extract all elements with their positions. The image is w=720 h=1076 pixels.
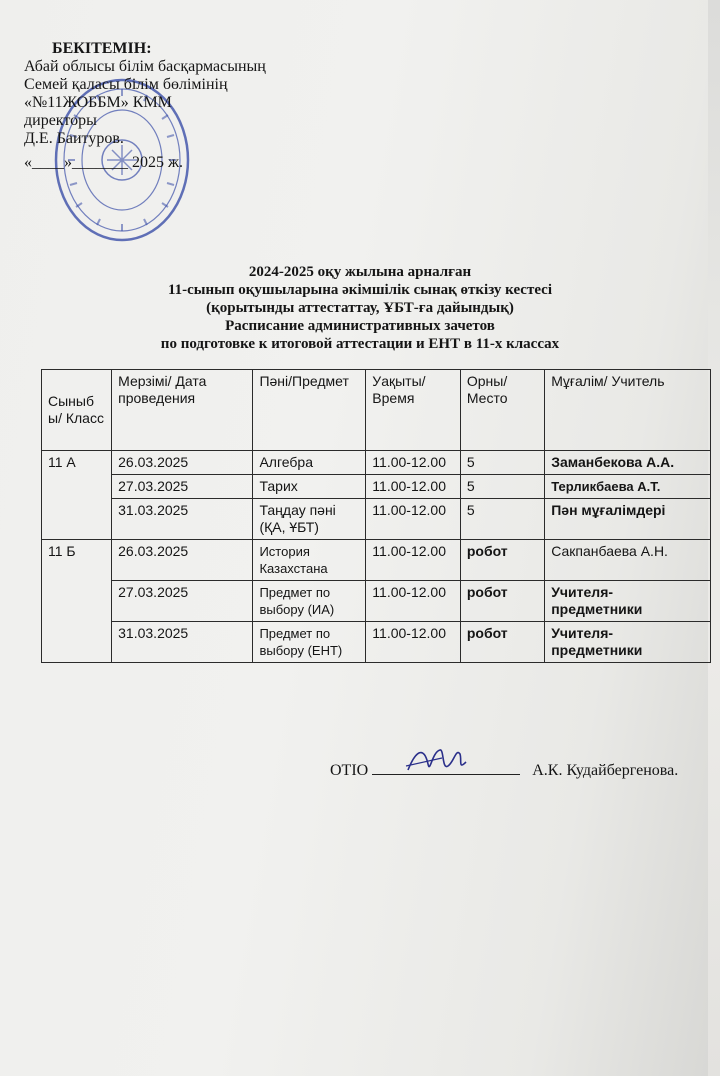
date-cell: 26.03.2025 [112, 540, 253, 581]
signer-name: А.К. Кудайбергенова. [532, 762, 679, 779]
place-cell: робот [460, 581, 544, 622]
time-cell: 11.00-12.00 [366, 451, 461, 475]
time-cell: 11.00-12.00 [366, 622, 461, 663]
signature-line [330, 760, 678, 780]
table-row [42, 540, 711, 581]
approval-line: «№11ЖОББМ» КММ [24, 94, 172, 111]
date-cell: 26.03.2025 [112, 451, 253, 475]
time-cell: 11.00-12.00 [366, 540, 461, 581]
handwritten-signature [402, 740, 472, 780]
title-line: 2024-2025 оқу жылына арналған [248, 264, 472, 280]
place-cell: 5 [460, 451, 544, 475]
teacher-cell: Сакпанбаева А.Н. [545, 540, 711, 581]
subject-cell: История Казахстана [253, 540, 366, 581]
place-cell: 5 [460, 475, 544, 499]
subject-cell: Тарих [253, 475, 366, 499]
approval-heading: БЕКІТЕМІН: [52, 40, 152, 57]
class-cell: 11 А [42, 451, 112, 540]
header-date: Мерзімі/ Дата проведения [112, 370, 253, 451]
subject-cell: Предмет по выбору (ЕНТ) [253, 622, 366, 663]
document-title [0, 263, 720, 353]
header-place: Орны/ Место [460, 370, 544, 451]
teacher-cell: Пән мұғалімдері [545, 499, 711, 540]
table-row [42, 451, 711, 475]
table-row [42, 622, 711, 663]
teacher-cell: Учителя-предметники [545, 622, 711, 663]
table-row [42, 475, 711, 499]
time-cell: 11.00-12.00 [366, 475, 461, 499]
teacher-cell: Учителя-предметники [545, 581, 711, 622]
time-cell: 11.00-12.00 [366, 499, 461, 540]
signer-role: ОТІО [330, 762, 369, 779]
approval-line: Д.Е. Баитуров. [24, 130, 124, 147]
subject-cell: Предмет по выбору (ИА) [253, 581, 366, 622]
title-line: по подготовке к итоговой аттестации и ЕНТ в 11-х классах [160, 336, 560, 352]
header-subject: Пәні/Предмет [253, 370, 366, 451]
place-cell: робот [460, 540, 544, 581]
approval-line: Семей қаласы білім бөлімінің [24, 76, 228, 93]
place-cell: робот [460, 622, 544, 663]
approval-block [24, 40, 266, 172]
date-cell: 27.03.2025 [112, 475, 253, 499]
table-header-row [42, 370, 711, 451]
title-line: 11-сынып оқушыларына әкімшілік сынақ өткізу кестесі [167, 282, 552, 298]
table-row [42, 499, 711, 540]
approval-date-line: «____»_______ 2025 ж. [24, 154, 184, 171]
class-cell: 11 Б [42, 540, 112, 663]
title-line: Расписание административных зачетов [225, 318, 495, 334]
schedule-table [41, 369, 711, 663]
signature-underline [372, 760, 520, 775]
table-row [42, 581, 711, 622]
subject-cell: Таңдау пәні (ҚА, ҰБТ) [253, 499, 366, 540]
teacher-cell: Заманбекова А.А. [545, 451, 711, 475]
subject-cell: Алгебра [253, 451, 366, 475]
date-cell: 31.03.2025 [112, 622, 253, 663]
approval-line: директоры [24, 112, 97, 129]
header-time: Уақыты/ Время [366, 370, 461, 451]
time-cell: 11.00-12.00 [366, 581, 461, 622]
header-class: Сыныб ы/ Класс [42, 370, 112, 451]
place-cell: 5 [460, 499, 544, 540]
header-teacher: Мұғалім/ Учитель [545, 370, 711, 451]
title-line: (қорытынды аттестаттау, ҰБТ-ға дайындық) [206, 300, 514, 316]
teacher-cell: Терликбаева А.Т. [545, 475, 711, 499]
date-cell: 31.03.2025 [112, 499, 253, 540]
approval-line: Абай облысы білім басқармасының [24, 58, 266, 75]
date-cell: 27.03.2025 [112, 581, 253, 622]
